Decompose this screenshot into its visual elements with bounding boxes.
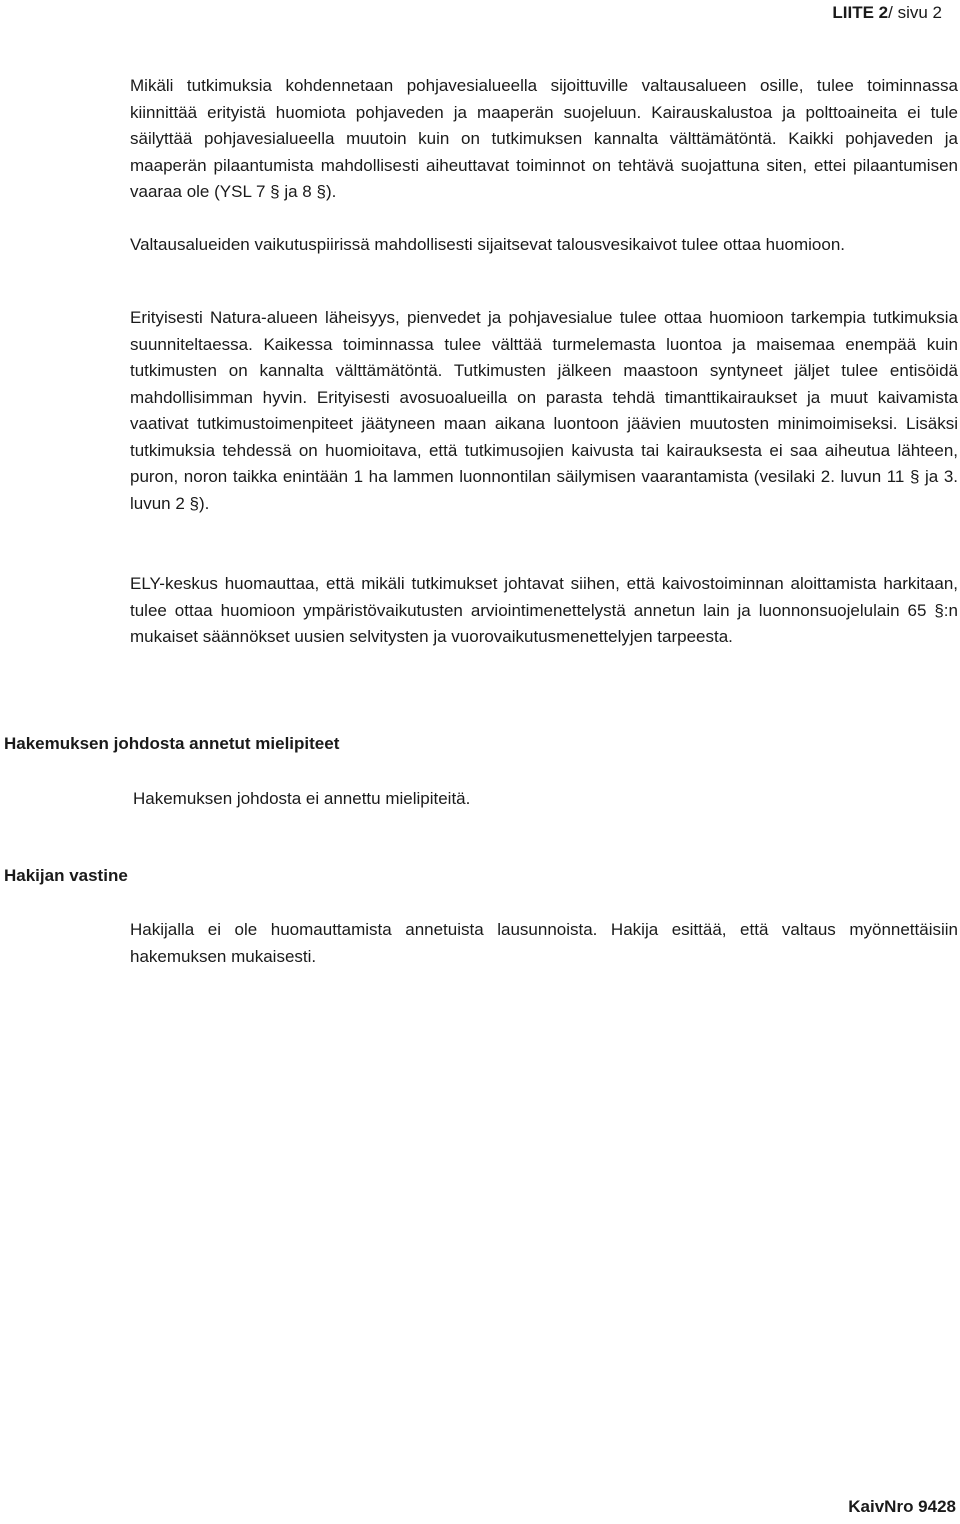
document-number: KaivNro 9428 — [848, 1497, 956, 1516]
paragraph-groundwater: Mikäli tutkimuksia kohdennetaan pohjavesialueella sijoittuville valtausalueen osille, tulee toiminnassa kiinnittää erityistä huomiota pohjaveden ja maaperän suojeluun. Kairauskalustoa ja polttoaineita ei tule säilyttää pohjavesialueella muutoin kuin on tutkimuksen kannalta välttämätöntä. Kaikki pohjaveden ja maaperän pilaantumista mahdollisesti aiheuttavat toiminnot on tehtävä suojattuna siten, ettei pilaantumisen vaaraa ole (YSL 7 § ja 8 §). — [130, 76, 958, 201]
page-header — [832, 2, 942, 24]
page-number: / sivu 2 — [888, 3, 942, 22]
paragraph-response: Hakijalla ei ole huomauttamista annetuista lausunnoista. Hakija esittää, että valtaus myönnettäisiin hakemuksen mukaisesti. — [130, 920, 958, 966]
section-heading-opinions: Hakemuksen johdosta annetut mielipiteet — [4, 734, 340, 753]
paragraph-opinions: Hakemuksen johdosta ei annettu mielipiteitä. — [133, 789, 471, 808]
section-heading-response: Hakijan vastine — [4, 866, 128, 885]
paragraph-wells: Valtausalueiden vaikutuspiirissä mahdollisesti sijaitsevat talousvesikaivot tulee ottaa huomioon. — [130, 235, 846, 254]
appendix-label: LIITE 2 — [832, 3, 889, 22]
paragraph-ely-centre: ELY-keskus huomauttaa, että mikäli tutkimukset johtavat siihen, että kaivostoiminnan aloittamista harkitaan, tulee ottaa huomioon ympäristövaikutusten arviointimenettelystä annetun lain ja luonnonsuojelulain 65 §:n mukaiset säännökset uusien selvitysten ja vuorovaikutusmenettelyjen tarpeesta. — [130, 574, 958, 646]
paragraph-natura: Erityisesti Natura-alueen läheisyys, pienvedet ja pohjavesialue tulee ottaa huomioon tarkempia tutkimuksia suunniteltaessa. Kaikessa toiminnassa tulee välttää turmelemasta luontoa ja maisemaa enempää kuin tutkimusten on kannalta välttämätöntä. Tutkimusten jälkeen maastoon syntyneet jäljet tulee entisöidä mahdollisimman hyvin. Erityisesti avosuoalueilla on parasta tehdä timanttikairaukset ja muut kaivamista vaativat tutkimustoimenpiteet jäätyneen maan aikana luontoon jäävien muutosten minimoimiseksi. Lisäksi tutkimuksia tehdessä on huomioitava, että tutkimusojien kaivusta tai kairauksesta ei saa aiheutua lähteen, puron, noron taikka enintään 1 ha lammen luonnontilan säilymisen vaarantamista (vesilaki 2. luvun 11 § ja 3. luvun 2 §). — [130, 308, 958, 513]
